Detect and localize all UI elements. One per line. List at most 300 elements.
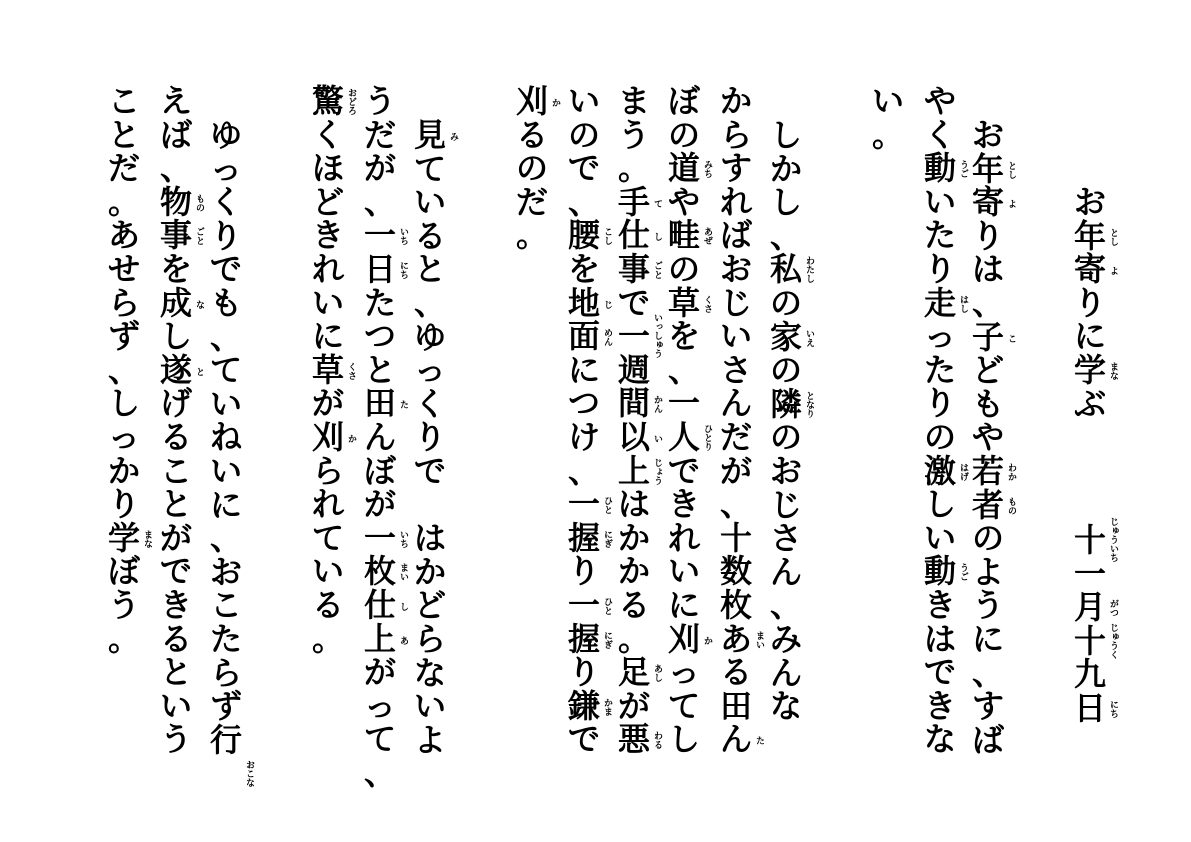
- furigana: て: [652, 198, 662, 208]
- text-char: が: [159, 518, 192, 557]
- text-char: う: [363, 82, 396, 120]
- text-column-p2-line1: [766, 0, 814, 842]
- furigana: いち: [398, 529, 408, 548]
- furigana: とし: [1108, 227, 1118, 246]
- furigana: し: [652, 232, 662, 242]
- text-char: い: [159, 686, 192, 725]
- text-char: て: [413, 149, 446, 188]
- text-char: の: [667, 115, 700, 154]
- text-char: は: [923, 619, 956, 658]
- text-char: ぼ: [107, 552, 140, 591]
- text-char: て: [363, 720, 396, 759]
- text-char: 、: [770, 216, 803, 255]
- text-column-p4-line1: [206, 0, 254, 842]
- text-char: で: [209, 250, 242, 289]
- text-char: い: [871, 82, 904, 120]
- text-char: 動: [923, 149, 956, 188]
- text-char: ど: [971, 351, 1004, 390]
- furigana: にぎ: [602, 529, 612, 548]
- text-char: い: [923, 518, 956, 557]
- text-char: き: [923, 586, 956, 624]
- text-char: ら: [719, 115, 752, 154]
- text-column-p2-line5: [564, 0, 612, 842]
- furigana: ごと: [652, 261, 662, 279]
- text-char: き: [311, 216, 344, 255]
- furigana: し: [398, 602, 408, 611]
- text-char: で: [923, 653, 956, 692]
- text-char: と: [413, 250, 446, 289]
- text-char: 悪: [617, 720, 650, 759]
- text-char: な: [769, 687, 802, 726]
- text-char: ぶ: [1073, 384, 1106, 423]
- text-char: り: [413, 418, 446, 457]
- text-char: お: [971, 116, 1004, 154]
- text-char: 寄: [971, 183, 1004, 222]
- text-char: な: [413, 653, 446, 692]
- furigana: かん: [652, 395, 662, 414]
- text-char: す: [971, 687, 1004, 726]
- text-char: 、: [972, 284, 1005, 322]
- text-char: か: [617, 518, 650, 557]
- text-char: ん: [769, 653, 802, 692]
- text-char: る: [719, 653, 752, 692]
- text-char: で: [617, 283, 650, 322]
- text-char: い: [311, 283, 344, 322]
- text-char: っ: [413, 351, 446, 390]
- furigana: まな: [1108, 362, 1118, 380]
- furigana: みち: [702, 160, 712, 179]
- text-char: り: [923, 250, 956, 288]
- text-char: た: [209, 620, 242, 658]
- text-char: が: [617, 686, 650, 725]
- text-char: あ: [719, 619, 752, 658]
- text-char: い: [311, 552, 344, 591]
- text-char: 枚: [719, 586, 752, 624]
- text-char: 一: [363, 216, 396, 255]
- text-char: よ: [413, 720, 446, 759]
- text-column-p2-line3: [664, 0, 712, 842]
- text-char: り: [107, 485, 140, 524]
- furigana: た: [398, 400, 408, 410]
- text-char: 。: [872, 115, 905, 154]
- text-char: る: [159, 418, 192, 456]
- furigana: いっしゅう: [652, 313, 662, 359]
- furigana: じゅういち: [1108, 517, 1118, 562]
- text-char: 、: [210, 317, 243, 356]
- text-char: っ: [667, 653, 700, 692]
- text-char: 、: [364, 754, 397, 792]
- text-char: こ: [159, 451, 192, 490]
- text-char: き: [923, 686, 956, 725]
- text-char: 握: [567, 518, 600, 557]
- text-char: 田: [719, 686, 752, 725]
- text-char: じ: [769, 485, 802, 524]
- furigana: がつ: [1108, 599, 1118, 618]
- furigana: か: [702, 635, 712, 645]
- text-char: で: [567, 720, 600, 759]
- furigana: た: [754, 736, 764, 746]
- text-char: 一: [363, 518, 396, 557]
- text-column-p3-line1: [410, 0, 458, 842]
- text-char: り: [209, 216, 242, 255]
- furigana: いえ: [804, 328, 814, 347]
- text-char: か: [617, 552, 650, 591]
- text-char: っ: [923, 317, 956, 356]
- text-char: だ: [719, 418, 752, 456]
- text-char: 枚: [363, 552, 396, 591]
- text-char: う: [617, 115, 650, 154]
- text-char: 物: [159, 182, 192, 221]
- text-char: だ: [107, 149, 140, 188]
- text-column-p2-line6: [512, 0, 560, 842]
- text-char: れ: [719, 182, 752, 221]
- text-char: が: [311, 384, 344, 423]
- text-char: 私: [769, 250, 802, 289]
- furigana: ごと: [194, 227, 204, 246]
- furigana: ひと: [602, 496, 612, 515]
- text-char: も: [971, 384, 1004, 423]
- text-char: し: [107, 384, 140, 423]
- text-char: 人: [667, 418, 700, 456]
- text-char: 握: [567, 619, 600, 658]
- text-char: ど: [311, 182, 344, 221]
- text-char: の: [769, 351, 802, 390]
- text-char: 以: [617, 418, 650, 456]
- text-char: く: [311, 115, 344, 154]
- text-char: の: [769, 284, 802, 322]
- text-char: い: [413, 183, 446, 222]
- text-char: に: [311, 317, 344, 356]
- furigana: い: [652, 434, 662, 443]
- text-char: 手: [617, 182, 650, 221]
- text-char: る: [159, 619, 192, 658]
- furigana: くさ: [702, 294, 712, 313]
- furigana: おこな: [244, 760, 254, 788]
- text-char: 、: [972, 653, 1005, 692]
- text-char: さ: [769, 519, 802, 558]
- text-char: を: [667, 317, 700, 356]
- text-char: 一: [1073, 554, 1106, 593]
- text-char: お: [1073, 183, 1106, 221]
- text-char: 寄: [1073, 250, 1106, 289]
- text-char: り: [923, 384, 956, 423]
- text-char: 。: [618, 149, 651, 188]
- furigana: にち: [398, 261, 408, 279]
- text-char: ぼ: [667, 82, 700, 120]
- furigana: もの: [194, 193, 204, 212]
- text-char: 上: [363, 619, 396, 658]
- text-char: れ: [311, 250, 344, 288]
- furigana: かま: [602, 697, 612, 716]
- furigana: まな: [142, 529, 152, 548]
- text-char: 仕: [363, 586, 396, 624]
- furigana: わる: [652, 731, 662, 750]
- text-char: が: [363, 485, 396, 524]
- text-char: に: [567, 350, 600, 389]
- text-char: 十: [1073, 621, 1106, 660]
- furigana: にち: [1108, 700, 1118, 718]
- text-char: だ: [515, 182, 548, 221]
- text-char: ん: [769, 552, 802, 591]
- text-char: た: [923, 216, 956, 255]
- text-char: の: [567, 115, 600, 154]
- text-char: は: [617, 485, 650, 524]
- text-column-p1-line2: [920, 0, 968, 842]
- text-char: で: [567, 149, 600, 188]
- text-char: り: [567, 552, 600, 591]
- text-column-p1-line3: [868, 0, 908, 842]
- text-char: に: [971, 620, 1004, 658]
- text-char: っ: [209, 149, 242, 188]
- text-char: し: [923, 485, 956, 524]
- text-char: う: [107, 586, 140, 624]
- text-char: く: [209, 183, 242, 222]
- text-char: は: [971, 250, 1004, 289]
- text-char: た: [363, 283, 396, 322]
- text-char: も: [209, 284, 242, 322]
- text-char: ぼ: [363, 451, 396, 490]
- furigana: と: [194, 366, 204, 376]
- furigana: もの: [1006, 496, 1016, 515]
- text-char: 遂: [159, 350, 192, 389]
- text-char: と: [159, 485, 192, 524]
- furigana: な: [194, 299, 204, 309]
- text-char: け: [567, 418, 600, 456]
- text-char: 成: [159, 283, 192, 322]
- text-char: 上: [617, 451, 650, 490]
- text-char: だ: [363, 115, 396, 154]
- text-char: ゆ: [209, 116, 242, 154]
- text-char: せ: [107, 250, 140, 288]
- furigana: ひとり: [702, 424, 712, 451]
- text-char: の: [667, 250, 700, 288]
- furigana: か: [550, 98, 560, 107]
- text-char: 走: [923, 283, 956, 322]
- text-char: た: [923, 350, 956, 389]
- text-char: 家: [769, 317, 802, 356]
- text-char: い: [667, 552, 700, 591]
- text-column-p2-line4: [614, 0, 662, 842]
- text-char: で: [667, 451, 700, 490]
- text-char: る: [515, 115, 548, 154]
- text-char: る: [617, 586, 650, 624]
- text-char: ば: [719, 216, 752, 255]
- text-char: ん: [719, 384, 752, 423]
- furigana: めん: [602, 328, 612, 347]
- text-char: で: [159, 552, 192, 591]
- furigana: うご: [958, 563, 968, 582]
- furigana: いち: [398, 227, 408, 246]
- text-char: げ: [159, 384, 192, 423]
- text-char: 、: [108, 350, 141, 389]
- text-char: い: [719, 317, 752, 356]
- text-char: 年: [1073, 216, 1106, 255]
- text-char: 刈: [515, 82, 548, 120]
- text-char: 道: [667, 149, 700, 188]
- text-char: ら: [209, 653, 242, 692]
- text-char: に: [209, 485, 242, 524]
- furigana: わたし: [804, 256, 814, 284]
- furigana: こし: [602, 227, 612, 246]
- furigana: か: [346, 434, 356, 443]
- text-char: 年: [971, 149, 1004, 188]
- text-char: 畦: [667, 216, 700, 255]
- text-char: を: [159, 250, 192, 288]
- text-char: し: [159, 317, 192, 356]
- text-char: 一: [567, 586, 600, 624]
- text-column-p1-line1: [968, 0, 1016, 842]
- text-char: の: [971, 519, 1004, 558]
- text-char: り: [567, 653, 600, 692]
- text-char: 、: [160, 149, 193, 188]
- text-char: ず: [107, 317, 140, 356]
- text-char: 者: [971, 485, 1004, 524]
- text-char: ま: [617, 82, 650, 120]
- text-char: ほ: [311, 149, 344, 188]
- text-char: 学: [107, 518, 140, 557]
- text-char: 九: [1073, 655, 1106, 694]
- text-char: よ: [971, 552, 1004, 591]
- text-char: 、: [414, 284, 447, 322]
- text-char: て: [209, 351, 242, 390]
- text-char: 月: [1073, 588, 1106, 627]
- text-char: の: [515, 149, 548, 188]
- text-char: り: [1073, 283, 1106, 322]
- text-char: と: [363, 350, 396, 389]
- text-char: お: [209, 552, 242, 591]
- text-char: お: [719, 250, 752, 288]
- text-char: 地: [567, 283, 600, 322]
- text-char: や: [971, 418, 1004, 457]
- text-char: く: [923, 115, 956, 154]
- text-char: 草: [667, 283, 700, 322]
- text-char: る: [311, 586, 344, 624]
- text-char: い: [209, 452, 242, 490]
- text-char: え: [159, 82, 192, 120]
- text-char: こ: [209, 586, 242, 625]
- text-char: て: [667, 686, 700, 725]
- text-char: は: [413, 519, 446, 558]
- text-char: い: [413, 687, 446, 726]
- furigana: まい: [398, 563, 408, 582]
- text-char: 十: [719, 518, 752, 557]
- furigana: うご: [958, 160, 968, 179]
- text-char: 鎌: [567, 686, 600, 725]
- text-char: で: [413, 452, 446, 490]
- text-char: に: [1073, 317, 1106, 356]
- text-char: ん: [363, 418, 396, 456]
- furigana: はし: [958, 294, 968, 313]
- text-char: と: [159, 653, 192, 692]
- furigana: ひと: [602, 597, 612, 615]
- text-char: つ: [363, 317, 396, 356]
- text-char: 隣: [769, 384, 802, 423]
- text-char: 。: [108, 182, 141, 221]
- text-char: か: [413, 552, 446, 591]
- text-char: 若: [971, 452, 1004, 490]
- text-char: み: [769, 620, 802, 658]
- text-char: が: [363, 653, 396, 692]
- text-char: 見: [413, 116, 446, 154]
- text-char: が: [719, 451, 752, 490]
- text-char: あ: [107, 216, 140, 255]
- text-char: の: [769, 418, 802, 457]
- text-char: て: [311, 518, 344, 557]
- text-char: 一: [617, 317, 650, 356]
- text-char: い: [209, 384, 242, 423]
- text-char: き: [159, 586, 192, 624]
- furigana: あし: [652, 664, 662, 683]
- furigana: おどろ: [346, 88, 356, 115]
- text-char: ら: [413, 620, 446, 658]
- text-char: う: [971, 586, 1004, 625]
- text-char: ば: [971, 720, 1004, 759]
- text-char: な: [923, 720, 956, 759]
- text-char: 面: [567, 317, 600, 356]
- furigana: はげ: [958, 462, 968, 481]
- text-char: 草: [311, 350, 344, 389]
- text-char: こ: [107, 82, 140, 120]
- text-char: 十: [1073, 521, 1106, 559]
- text-char: い: [567, 82, 600, 120]
- text-char: が: [363, 149, 396, 188]
- text-char: 動: [923, 552, 956, 591]
- text-char: 刈: [311, 418, 344, 456]
- text-char: 。: [312, 619, 345, 658]
- text-char: ず: [209, 687, 242, 726]
- text-char: お: [769, 452, 802, 490]
- text-char: る: [413, 216, 446, 255]
- furigana: にぎ: [602, 630, 612, 649]
- text-char: し: [769, 183, 802, 222]
- text-char: 仕: [617, 216, 650, 255]
- text-char: 刈: [667, 619, 700, 658]
- furigana: あ: [398, 635, 408, 645]
- text-column-p3-line3: [308, 0, 356, 842]
- furigana: じゅうく: [1108, 622, 1118, 659]
- text-char: 激: [923, 451, 956, 490]
- text-char: ら: [311, 451, 344, 490]
- text-char: 子: [971, 317, 1004, 356]
- text-char: れ: [311, 485, 344, 524]
- text-char: 驚: [311, 82, 344, 120]
- text-char: っ: [363, 686, 396, 725]
- text-char: か: [719, 82, 752, 120]
- text-char: と: [107, 115, 140, 154]
- text-char: ば: [159, 115, 192, 154]
- text-char: を: [567, 250, 600, 288]
- text-char: く: [413, 384, 446, 423]
- text-char: じ: [719, 283, 752, 322]
- text-char: 、: [364, 182, 397, 221]
- text-column-p3-line2: [360, 0, 408, 842]
- text-char: 週: [617, 350, 650, 389]
- furigana: となり: [804, 390, 814, 418]
- text-char: 学: [1073, 351, 1106, 389]
- text-char: 足: [617, 653, 650, 692]
- text-char: 、: [668, 350, 701, 389]
- text-char: ん: [719, 720, 752, 759]
- text-char: う: [159, 720, 192, 759]
- text-char: 日: [363, 250, 396, 288]
- text-char: 日: [1073, 689, 1106, 727]
- furigana: こ: [1006, 333, 1016, 343]
- text-char: ら: [107, 283, 140, 322]
- furigana: とし: [1006, 160, 1016, 179]
- text-char: 数: [719, 552, 752, 591]
- text-char: や: [923, 82, 956, 120]
- text-char: し: [667, 720, 700, 759]
